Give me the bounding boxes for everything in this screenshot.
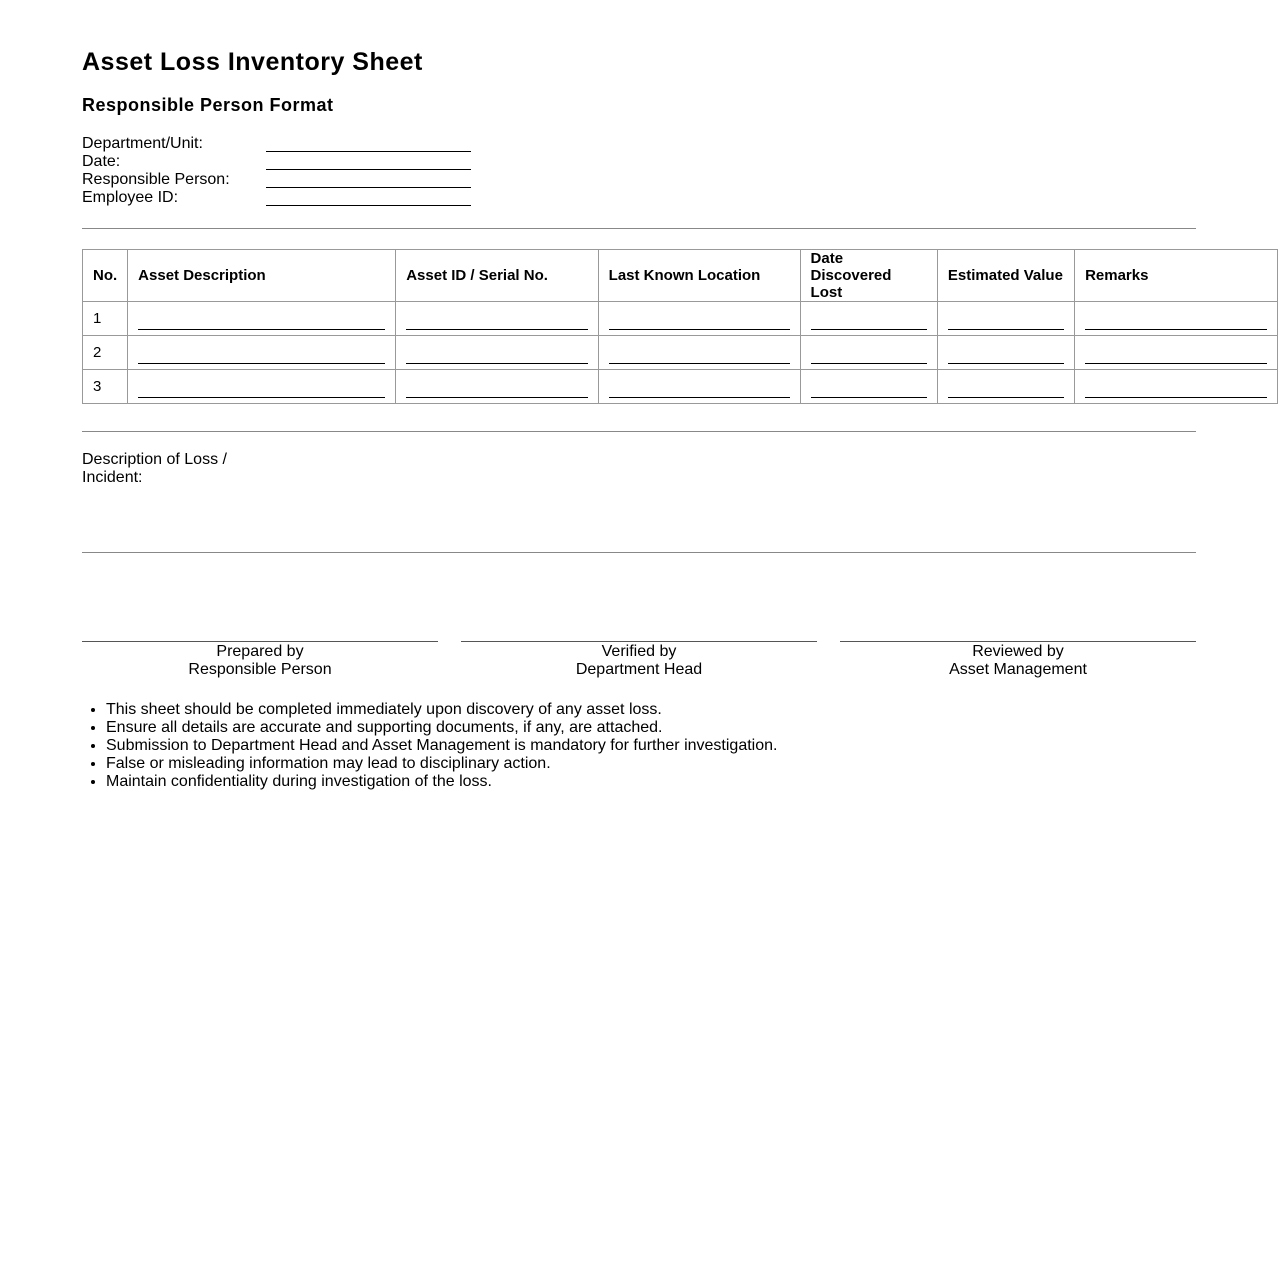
info-fields bbox=[82, 135, 482, 207]
header-date-line1: Date bbox=[810, 250, 844, 267]
last-location-cell bbox=[598, 370, 800, 404]
date-discovered-field[interactable] bbox=[811, 315, 927, 330]
estimated-value-cell bbox=[937, 336, 1074, 370]
info-row-date bbox=[82, 153, 482, 171]
signature-verified-by[interactable] bbox=[461, 641, 817, 679]
date-discovered-field[interactable] bbox=[811, 349, 927, 364]
list-item: • Ensure all details are accurate and supporting documents, if any, are attached. bbox=[106, 719, 1106, 737]
date-discovered-cell bbox=[800, 302, 937, 336]
asset-id-field[interactable] bbox=[406, 349, 587, 364]
table-header-row bbox=[83, 250, 1278, 302]
asset-id-field[interactable] bbox=[406, 383, 587, 398]
asset-id-cell bbox=[396, 302, 598, 336]
divider bbox=[82, 228, 1196, 229]
signature-title: Asset Management bbox=[949, 661, 1087, 678]
asset-description-cell bbox=[128, 336, 396, 370]
date-label: Date: bbox=[82, 153, 121, 170]
remarks-field[interactable] bbox=[1085, 383, 1267, 398]
asset-description-field[interactable] bbox=[138, 383, 385, 398]
last-location-field[interactable] bbox=[609, 383, 790, 398]
header-date-discovered-lost bbox=[800, 250, 937, 302]
header-asset-description: Asset Description bbox=[128, 250, 396, 302]
remarks-cell bbox=[1075, 370, 1278, 404]
description-label-line2: Incident: bbox=[82, 469, 143, 486]
responsible-person-field[interactable] bbox=[266, 187, 471, 188]
header-last-known-location: Last Known Location bbox=[598, 250, 800, 302]
signature-title: Responsible Person bbox=[188, 661, 332, 678]
row-number: 2 bbox=[83, 336, 128, 370]
table-row bbox=[83, 302, 1278, 336]
asset-id-cell bbox=[396, 336, 598, 370]
list-item: • Maintain confidentiality during investigation of the loss. bbox=[106, 773, 1106, 791]
page-title: Asset Loss Inventory Sheet bbox=[82, 48, 423, 76]
table-row bbox=[83, 336, 1278, 370]
last-location-field[interactable] bbox=[609, 349, 790, 364]
date-field[interactable] bbox=[266, 169, 471, 170]
remarks-cell bbox=[1075, 336, 1278, 370]
header-asset-id: Asset ID / Serial No. bbox=[396, 250, 598, 302]
asset-id-field[interactable] bbox=[406, 315, 587, 330]
info-row-employee-id bbox=[82, 189, 482, 207]
asset-description-field[interactable] bbox=[138, 349, 385, 364]
notes-list bbox=[82, 701, 1106, 791]
last-location-cell bbox=[598, 336, 800, 370]
info-row-responsible-person bbox=[82, 171, 482, 189]
date-discovered-cell bbox=[800, 370, 937, 404]
header-estimated-value: Estimated Value bbox=[937, 250, 1074, 302]
employee-id-label: Employee ID: bbox=[82, 189, 179, 206]
asset-table bbox=[82, 249, 1278, 404]
remarks-cell bbox=[1075, 302, 1278, 336]
responsible-person-label: Responsible Person: bbox=[82, 171, 230, 188]
table-row bbox=[83, 370, 1278, 404]
list-item: • False or misleading information may lead to disciplinary action. bbox=[106, 755, 1106, 773]
estimated-value-field[interactable] bbox=[948, 383, 1064, 398]
header-remarks: Remarks bbox=[1075, 250, 1278, 302]
row-number: 3 bbox=[83, 370, 128, 404]
asset-id-cell bbox=[396, 370, 598, 404]
description-of-loss[interactable] bbox=[82, 451, 227, 487]
divider bbox=[82, 431, 1196, 432]
signature-role: Reviewed by bbox=[972, 643, 1064, 660]
signature-prepared-by[interactable] bbox=[82, 641, 438, 679]
divider bbox=[82, 552, 1196, 553]
row-number: 1 bbox=[83, 302, 128, 336]
signature-role: Verified by bbox=[601, 643, 677, 660]
header-date-line2: Discovered Lost bbox=[810, 267, 892, 301]
last-location-cell bbox=[598, 302, 800, 336]
estimated-value-cell bbox=[937, 370, 1074, 404]
date-discovered-field[interactable] bbox=[811, 383, 927, 398]
last-location-field[interactable] bbox=[609, 315, 790, 330]
info-row-department bbox=[82, 135, 482, 153]
asset-description-cell bbox=[128, 370, 396, 404]
signature-title: Department Head bbox=[575, 661, 703, 678]
list-item: • This sheet should be completed immediately upon discovery of any asset loss. bbox=[106, 701, 1106, 719]
date-discovered-cell bbox=[800, 336, 937, 370]
page-subtitle: Responsible Person Format bbox=[82, 95, 334, 115]
estimated-value-field[interactable] bbox=[948, 349, 1064, 364]
asset-description-cell bbox=[128, 302, 396, 336]
description-label-line1: Description of Loss / bbox=[82, 451, 227, 468]
signature-reviewed-by[interactable] bbox=[840, 641, 1196, 679]
estimated-value-cell bbox=[937, 302, 1074, 336]
header-no: No. bbox=[83, 250, 128, 302]
estimated-value-field[interactable] bbox=[948, 315, 1064, 330]
department-label: Department/Unit: bbox=[82, 135, 203, 152]
list-item: • Submission to Department Head and Asset Management is mandatory for further investigation. bbox=[106, 737, 1106, 755]
employee-id-field[interactable] bbox=[266, 205, 471, 206]
signature-role: Prepared by bbox=[216, 643, 304, 660]
remarks-field[interactable] bbox=[1085, 349, 1267, 364]
remarks-field[interactable] bbox=[1085, 315, 1267, 330]
asset-description-field[interactable] bbox=[138, 315, 385, 330]
department-field[interactable] bbox=[266, 151, 471, 152]
